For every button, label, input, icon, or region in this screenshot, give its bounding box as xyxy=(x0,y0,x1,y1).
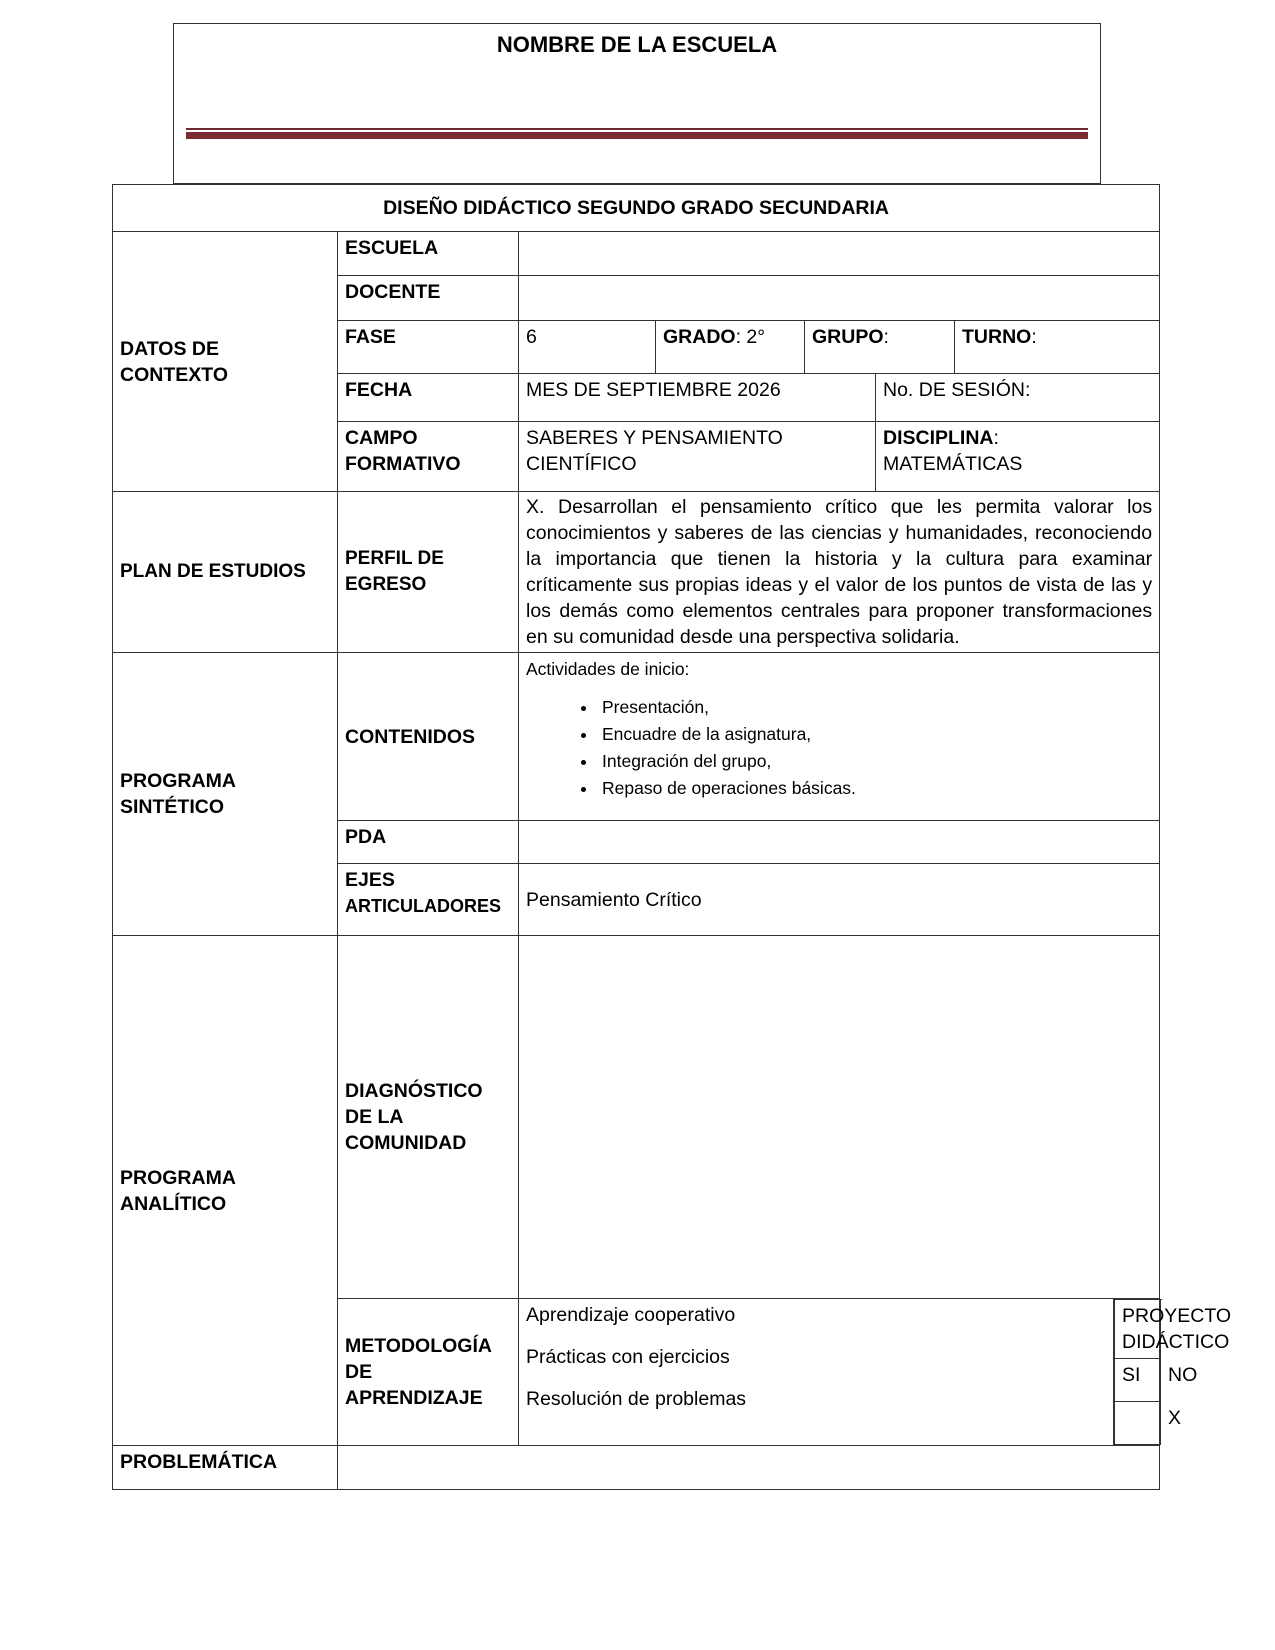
sesion-label[interactable]: No. DE SESIÓN: xyxy=(876,374,1160,422)
section-plan-estudios: PLAN DE ESTUDIOS xyxy=(113,492,338,653)
disciplina-cell[interactable] xyxy=(876,422,1160,492)
ejes-articuladores-value[interactable]: Pensamiento Crítico xyxy=(519,864,1160,936)
section-datos-contexto: DATOS DE CONTEXTO xyxy=(113,232,338,492)
contenidos-cell xyxy=(519,653,1160,821)
document-title: DISEÑO DIDÁCTICO SEGUNDO GRADO SECUNDARIA xyxy=(113,185,1160,232)
pda-value[interactable] xyxy=(519,821,1160,864)
docente-label: DOCENTE xyxy=(338,276,519,321)
turno-label: TURNO xyxy=(962,326,1032,348)
disciplina-value: MATEMÁTICAS xyxy=(883,453,1023,475)
pda-label: PDA xyxy=(338,821,519,864)
contenidos-list xyxy=(526,694,1152,802)
didactic-design-table xyxy=(112,184,1232,1490)
list-item: • Encuadre de la asignatura, xyxy=(598,721,1152,748)
disciplina-label: DISCIPLINA xyxy=(883,427,994,449)
proyecto-didactico-label: PROYECTO DIDÁCTICO xyxy=(1115,1300,1161,1359)
fase-label: FASE xyxy=(338,321,519,374)
perfil-egreso-label: PERFIL DE EGRESO xyxy=(338,492,519,653)
metodologia-item: Prácticas con ejercicios xyxy=(526,1346,730,1368)
grado-label: GRADO xyxy=(663,326,736,348)
proyecto-didactico-cell xyxy=(1114,1299,1232,1446)
header-rule-thin xyxy=(186,128,1088,130)
problematica-label: PROBLEMÁTICA xyxy=(113,1446,338,1490)
turno-cell[interactable] xyxy=(955,321,1160,374)
section-programa-sintetico: PROGRAMA SINTÉTICO xyxy=(113,653,338,936)
contenidos-label: CONTENIDOS xyxy=(338,653,519,821)
metodologia-item: Aprendizaje cooperativo xyxy=(526,1304,736,1326)
header-rule-thick xyxy=(186,132,1088,139)
fase-value[interactable]: 6 xyxy=(519,321,656,374)
fecha-value[interactable]: MES DE SEPTIEMBRE 2026 xyxy=(519,374,876,422)
grupo-value: : xyxy=(883,326,889,348)
list-item: • Repaso de operaciones básicas. xyxy=(598,775,1152,802)
escuela-label: ESCUELA xyxy=(338,232,519,276)
ejes-label-line2: ARTICULADORES xyxy=(345,896,501,916)
grupo-label: GRUPO xyxy=(812,326,884,348)
metodologia-item: Resolución de problemas xyxy=(526,1388,747,1410)
list-item: • Integración del grupo, xyxy=(598,748,1152,775)
problematica-value[interactable] xyxy=(338,1446,1160,1490)
si-label: SI xyxy=(1115,1359,1161,1402)
escuela-value[interactable] xyxy=(519,232,1160,276)
diagnostico-value[interactable] xyxy=(519,936,1160,1299)
grupo-cell[interactable] xyxy=(805,321,955,374)
list-item: • Presentación, xyxy=(598,694,1152,721)
perfil-egreso-text: X. Desarrollan el pensamiento crítico que les permita valorar los conocimientos y saberes de las ciencias y humanidades, reconociendo la importancia que tienen la historia y la cultura para examinar críticamente sus propias ideas y el valor de los puntos de vista de las y los demás como elementos centrales para proponer transformaciones en su comunidad desde una perspectiva solidaria. xyxy=(519,492,1160,653)
grado-cell[interactable] xyxy=(656,321,805,374)
si-checkbox[interactable] xyxy=(1115,1402,1161,1445)
diagnostico-label: DIAGNÓSTICO DE LA COMUNIDAD xyxy=(338,936,519,1299)
contenidos-heading: Actividades de inicio: xyxy=(526,659,690,679)
disciplina-colon: : xyxy=(993,427,999,449)
metodologia-label: METODOLOGÍA DE APRENDIZAJE xyxy=(338,1299,519,1446)
turno-value: : xyxy=(1031,326,1037,348)
school-header xyxy=(173,23,1101,184)
proyecto-didactico-table: PROYECTO DIDÁCTICO SI NO X xyxy=(1114,1299,1161,1445)
docente-value[interactable] xyxy=(519,276,1160,321)
fecha-label: FECHA xyxy=(338,374,519,422)
campo-formativo-label: CAMPO FORMATIVO xyxy=(338,422,519,492)
grado-value: : 2° xyxy=(735,326,766,348)
ejes-label-line1: EJES xyxy=(345,869,395,891)
section-programa-analitico: PROGRAMA ANALÍTICO xyxy=(113,936,338,1446)
school-name: NOMBRE DE LA ESCUELA xyxy=(496,32,778,57)
metodologia-value[interactable] xyxy=(519,1299,1114,1446)
ejes-articuladores-label xyxy=(338,864,519,936)
campo-formativo-value[interactable]: SABERES Y PENSAMIENTO CIENTÍFICO xyxy=(519,422,876,492)
